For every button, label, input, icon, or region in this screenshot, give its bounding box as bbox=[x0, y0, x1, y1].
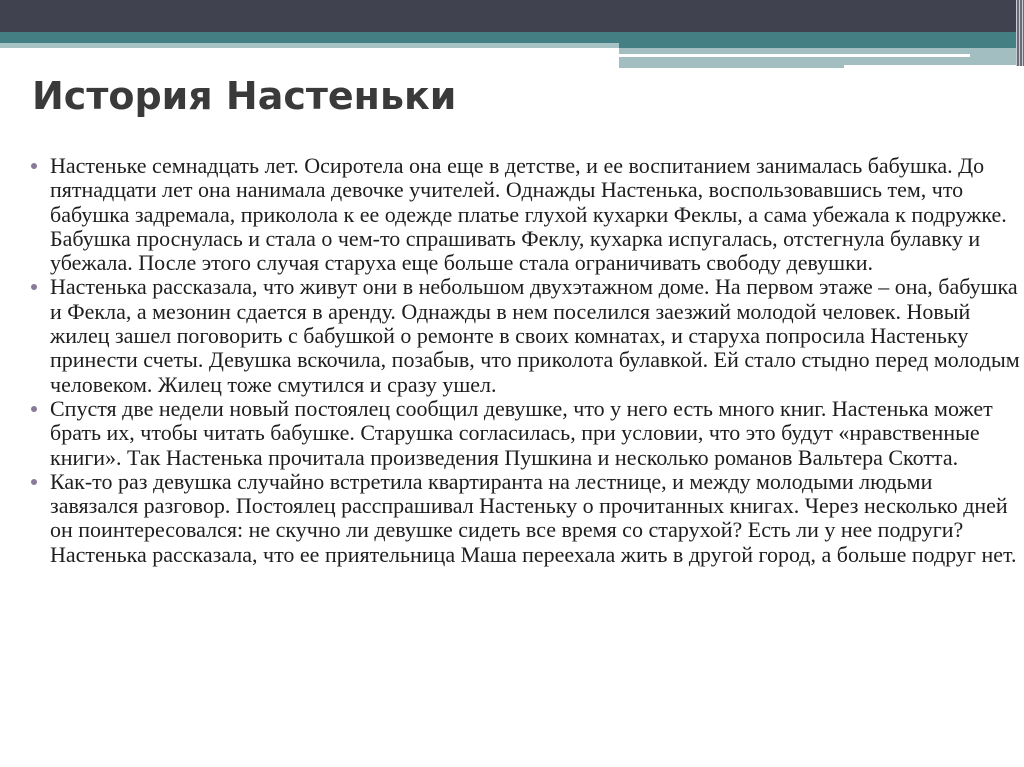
bullet-item: Настенька рассказала, что живут они в небольшом двухэтажном доме. На первом этаже – она, бабушка и Фекла, а мезонин сдается в аренду. Однажды в нем поселился заезжий молодой человек. Новый жилец зашел поговорить с бабушкой о ремонте в своих комнатах, и старуха попросила Настеньку принести счеты. Девушка вскочила, позабыв, что приколота булавкой. Ей стало стыдно перед молодым человеком. Жилец тоже смутился и сразу ушел. bbox=[30, 275, 1020, 396]
header-line bbox=[844, 65, 1024, 68]
slide-title: История Настеньки bbox=[32, 74, 457, 118]
bullet-list bbox=[30, 154, 1020, 567]
bullet-item: Как-то раз девушка случайно встретила квартиранта на лестнице, и между молодыми людьми завязался разговор. Постоялец расспрашивал Настеньку о прочитанных книгах. Через несколько дней он поинтересовался: не скучно ли девушке сидеть все время со старухой? Есть ли у нее подруги? Настенька рассказала, что ее приятельница Маша переехала жить в другой город, а больше подруг нет. bbox=[30, 470, 1020, 567]
bullet-item: Спустя две недели новый постоялец сообщил девушке, что у него есть много книг. Настенька может брать их, чтобы читать бабушке. Старушка согласилась, при условии, что это будут «нравственные книги». Так Настенька прочитала произведения Пушкина и несколько романов Вальтера Скотта. bbox=[30, 397, 1020, 470]
decorative-lines bbox=[1016, 0, 1024, 66]
bullet-item: Настеньке семнадцать лет. Осиротела она еще в детстве, и ее воспитанием занималась бабушка. До пятнадцати лет она нанимала девочке учителей. Однажды Настенька, воспользовавшись тем, что бабушка задремала, приколола к ее одежде платье глухой кухарки Феклы, а сама убежала к подружке. Бабушка проснулась и стала о чем-то спрашивать Феклу, кухарка испугалась, отстегнула булавку и убежала. После этого случая старуха еще больше стала ограничивать свободу девушки. bbox=[30, 154, 1020, 275]
header-band-dark bbox=[0, 0, 1024, 32]
header-stripe bbox=[0, 43, 619, 48]
header-line bbox=[619, 54, 970, 57]
